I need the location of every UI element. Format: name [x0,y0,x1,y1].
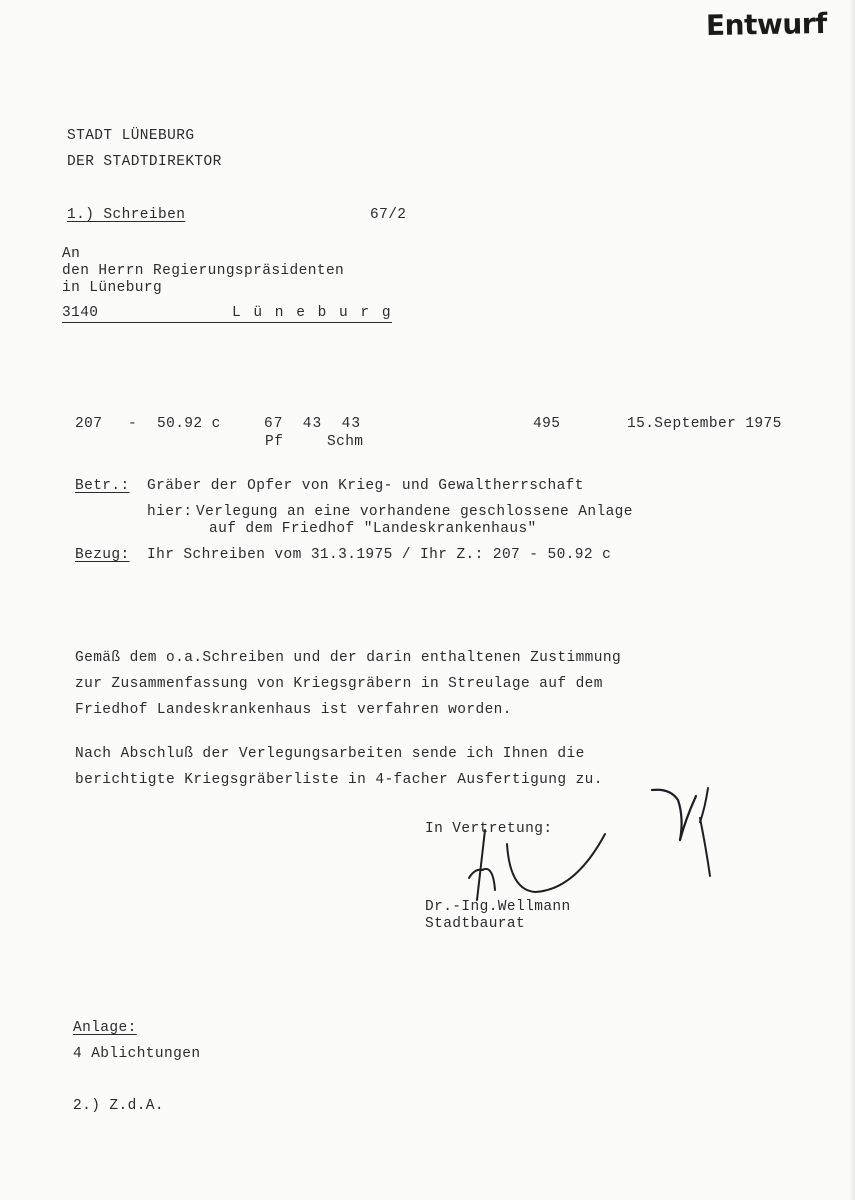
body-p1-line3: Friedhof Landeskrankenhaus ist verfahren worden. [75,702,512,718]
subject-hier-line1: Verlegung an eine vorhandene geschlossene Anlage [196,504,633,520]
page-edge-shadow [849,0,855,1200]
ref-pf: Pf [265,434,284,450]
ref-50-92: 50.92 c [157,416,221,432]
ref-code-top: 67 43 43 [264,416,362,432]
header-department: DER STADTDIREKTOR [67,154,222,170]
subject-hier-label: hier: [147,504,193,520]
address-postcode: 3140 [62,305,99,321]
draft-stamp: Entwurf [705,6,828,43]
address-city: L ü n e b u r g [232,305,393,321]
item1-label: 1.) Schreiben [67,207,186,223]
ref-date: 15.September 1975 [627,416,782,432]
subject-bezug-label: Bezug: [75,547,130,563]
attachment-text: 4 Ablichtungen [73,1046,201,1062]
address-recipient: den Herrn Regierungspräsidenten [62,263,345,279]
body-p1-line1: Gemäß dem o.a.Schreiben und der darin enthaltenen Zustimmung [75,650,622,666]
ref-number: 495 [533,416,561,432]
signature-in-vertretung: In Vertretung: [425,821,553,837]
ref-207: 207 [75,416,103,432]
ref-dash: - [128,416,138,432]
body-p2-line1: Nach Abschluß der Verlegungsarbeiten sende ich Ihnen die [75,746,585,762]
subject-bezug-text: Ihr Schreiben vom 31.3.1975 / Ihr Z.: 207 - 50.92 c [147,547,612,563]
subject-betr-label: Betr.: [75,478,130,494]
address-an: An [62,246,81,262]
signature-name: Dr.-Ing.Wellmann [425,899,571,915]
item2-text: 2.) Z.d.A. [73,1098,165,1114]
address-underline [62,322,392,323]
attachment-label: Anlage: [73,1020,137,1036]
address-in: in Lüneburg [62,280,163,296]
subject-betr-text: Gräber der Opfer von Krieg- und Gewaltherrschaft [147,478,584,494]
subject-hier-line2: auf dem Friedhof "Landeskrankenhaus" [209,521,537,537]
header-city: STADT LÜNEBURG [67,128,195,144]
ref-schm: Schm [327,434,364,450]
signature-title: Stadtbaurat [425,916,526,932]
body-p1-line2: zur Zusammenfassung von Kriegsgräbern in Streulage auf dem [75,676,603,692]
initials-mark [650,778,720,878]
item1-code: 67/2 [370,207,407,223]
body-p2-line2: berichtigte Kriegsgräberliste in 4-facher Ausfertigung zu. [75,772,603,788]
